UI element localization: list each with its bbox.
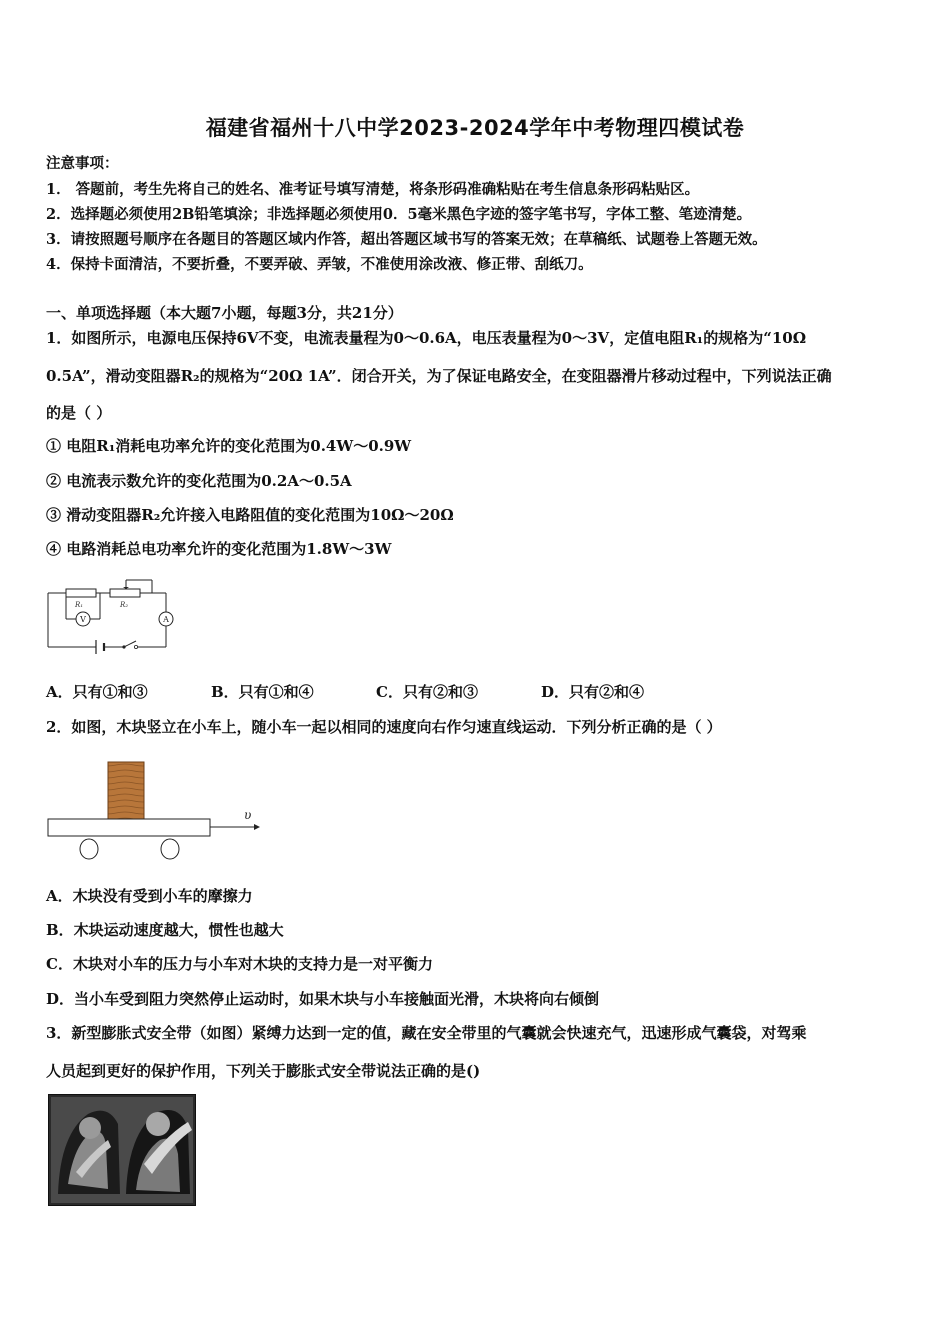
option-c[interactable]: C．只有②和③ <box>376 683 478 701</box>
option-b[interactable]: B．木块运动速度越大，惯性也越大 <box>46 921 284 939</box>
notice-item: 4．保持卡面清洁，不要折叠，不要弄破、弄皱，不准使用涂改液、修正带、刮纸刀。 <box>46 256 593 273</box>
section-heading: 一、单项选择题（本大题7小题，每题3分，共21分） <box>46 304 403 322</box>
question-1-options <box>46 681 644 702</box>
ammeter-label: A <box>163 615 169 624</box>
circuit-diagram <box>44 576 184 660</box>
ammeter <box>159 612 173 626</box>
option-c[interactable]: C．木块对小车的压力与小车对木块的支持力是一对平衡力 <box>46 955 433 973</box>
cart-diagram <box>44 756 266 864</box>
cart-wheel <box>161 839 179 859</box>
wooden-block <box>108 762 144 819</box>
notice-item: 2．选择题必须使用2B铅笔填涂；非选择题必须使用0．5毫米黑色字迹的签字笔书写，字体工整、笔迹清楚。 <box>46 206 752 223</box>
notice-item: 3．请按照题号顺序在各题目的答题区域内作答，超出答题区域书写的答案无效；在草稿纸、试题卷上答题无效。 <box>46 231 767 248</box>
question-2-stem: 2．如图，木块竖立在小车上，随小车一起以相同的速度向右作匀速直线运动．下列分析正确的是（ ） <box>46 718 722 736</box>
voltmeter-label: V <box>80 615 86 624</box>
option-a[interactable]: A．只有①和③ <box>46 683 148 701</box>
voltmeter <box>76 612 90 626</box>
battery <box>96 640 104 654</box>
r2-label: R₂ <box>120 601 129 609</box>
question-1-stem-line: 0.5A”，滑动变阻器R₂的规格为“20Ω 1A”．闭合开关，为了保证电路安全，在变阻器滑片移动过程中，下列说法正确 <box>46 367 832 385</box>
question-1-statement: ① 电阻R₁消耗电功率允许的变化范围为0.4W～0.9W <box>46 437 412 455</box>
switch <box>122 645 137 648</box>
option-a[interactable]: A．木块没有受到小车的摩擦力 <box>46 887 253 905</box>
cart-body <box>48 819 210 836</box>
resistor-r2 <box>110 587 140 597</box>
notice-item: 1． 答题前，考生先将自己的姓名、准考证号填写清楚，将条形码准确粘贴在考生信息条形码粘贴区。 <box>46 181 700 198</box>
option-d[interactable]: D．只有②和④ <box>541 683 645 701</box>
question-1-statement: ④ 电路消耗总电功率允许的变化范围为1.8W～3W <box>46 540 392 558</box>
notice-heading: 注意事项： <box>46 155 119 172</box>
question-1-stem-line: 1．如图所示，电源电压保持6V不变，电流表量程为0～0.6A，电压表量程为0～3V，定值电阻R₁的规格为“10Ω <box>46 329 807 347</box>
resistor-r1 <box>66 589 96 597</box>
question-3-stem-line: 3．新型膨胀式安全带（如图）紧缚力达到一定的值，藏在安全带里的气囊就会快速充气，迅速形成气囊袋，对驾乘 <box>46 1024 807 1042</box>
option-b[interactable]: B．只有①和④ <box>211 683 314 701</box>
cart-wheel <box>80 839 98 859</box>
velocity-label: υ <box>244 808 252 822</box>
question-3-stem-line: 人员起到更好的保护作用，下列关于膨胀式安全带说法正确的是() <box>46 1062 481 1080</box>
question-1-statement: ③ 滑动变阻器R₂允许接入电路阻值的变化范围为10Ω～20Ω <box>46 506 454 524</box>
option-d[interactable]: D．当小车受到阻力突然停止运动时，如果木块与小车接触面光滑，木块将向右倾倒 <box>46 990 600 1008</box>
velocity-arrow <box>210 808 260 830</box>
seatbelt-photo <box>48 1094 196 1206</box>
page-title: 福建省福州十八中学2023-2024学年中考物理四模试卷 <box>205 116 745 140</box>
question-1-stem-line: 的是（ ） <box>46 404 112 422</box>
question-1-statement: ② 电流表示数允许的变化范围为0.2A～0.5A <box>46 472 352 490</box>
r1-label: R₁ <box>75 601 84 609</box>
